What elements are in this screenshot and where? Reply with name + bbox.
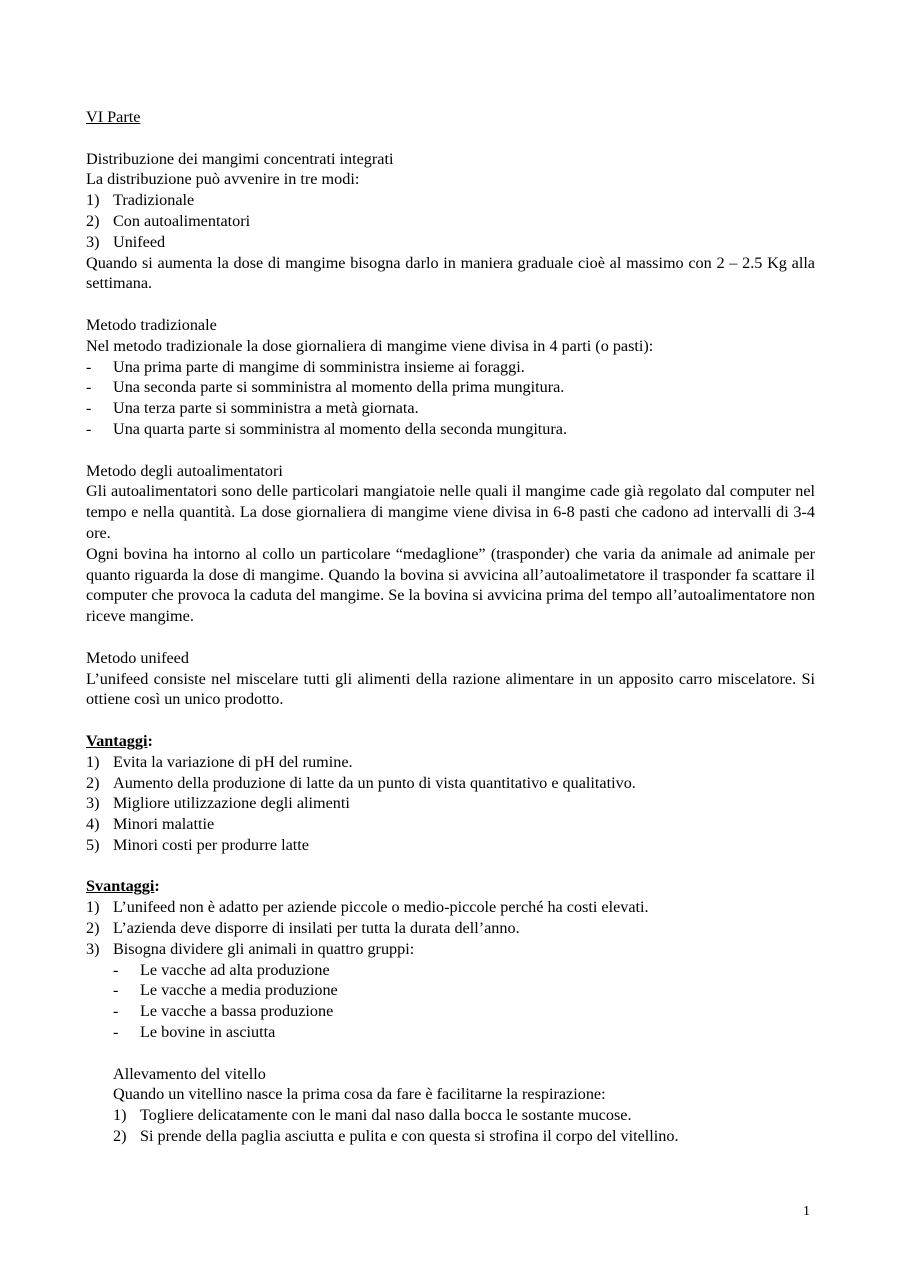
list-item: 1) Tradizionale xyxy=(86,191,195,210)
section-heading: Distribuzione dei mangimi concentrati integrati xyxy=(86,149,394,168)
paragraph: Gli autoalimentatori sono delle particolari mangiatoie nelle quali il mangime cade già regolato dal computer nel tempo e nella quantità. La dose giornaliera di mangime viene divisa in 6-8 pasti che cadono ad intervalli di 3-4 ore. xyxy=(86,482,815,542)
sub-list-item: - Le vacche a bassa produzione xyxy=(113,1002,334,1021)
paragraph: La distribuzione può avvenire in tre modi: xyxy=(86,170,360,189)
list-item: - Una prima parte di mangime di somministra insieme ai foraggi. xyxy=(86,357,525,376)
list-item: 2) Con autoalimentatori xyxy=(86,211,251,230)
list-item: - Una quarta parte si somministra al momento della seconda mungitura. xyxy=(86,419,568,438)
section-heading: Metodo tradizionale xyxy=(86,315,217,334)
paragraph: Nel metodo tradizionale la dose giornaliera di mangime viene divisa in 4 parti (o pasti): xyxy=(86,336,654,355)
page-content xyxy=(86,107,815,1147)
vantaggi-heading: Vantaggi: xyxy=(86,731,153,750)
list-item: 3) Unifeed xyxy=(86,232,166,251)
list-item: 1) Togliere delicatamente con le mani dal naso dalla bocca le sostante mucose. xyxy=(113,1106,632,1125)
numbered-list xyxy=(86,752,815,856)
section-heading: Allevamento del vitello xyxy=(113,1064,266,1083)
list-item: 4) Minori malattie xyxy=(86,815,215,834)
list-item: 2) Si prende della paglia asciutta e pulita e con questa si strofina il corpo del vitellino. xyxy=(113,1127,679,1146)
paragraph: L’unifeed consiste nel miscelare tutti gli alimenti della razione alimentare in un apposito carro miscelatore. Si ottiene così un unico prodotto. xyxy=(86,669,815,709)
part-title: VI Parte xyxy=(86,108,141,126)
list-item: - Una terza parte si somministra a metà giornata. xyxy=(86,399,419,418)
sub-bullet-list xyxy=(113,960,815,1043)
numbered-list xyxy=(113,1105,815,1147)
paragraph: Ogni bovina ha intorno al collo un particolare “medaglione” (trasponder) che varia da animale ad animale per quanto riguarda la dose di mangime. Quando la bovina si avvicina all’autoalimetatore il trasponder fa scattare il computer che provoca la caduta del mangime. Se la bovina si avvicina prima del tempo all’autoalimentatore non riceve mangime. xyxy=(86,544,815,626)
list-item: 2) Aumento della produzione di latte da un punto di vista quantitativo e qualitativo. xyxy=(86,773,636,792)
numbered-list xyxy=(86,897,815,1043)
list-item: 1) L’unifeed non è adatto per aziende piccole o medio-piccole perché ha costi elevati. xyxy=(86,898,649,917)
list-item: - Una seconda parte si somministra al momento della prima mungitura. xyxy=(86,378,565,397)
list-item: 3) Bisogna dividere gli animali in quattro gruppi: - Le vacche ad alta produzione - Le vacche a media produzione - Le vacche a bassa produzione - Le bovine in asciutta xyxy=(86,939,815,1043)
page-number: 1 xyxy=(803,1204,810,1219)
sub-list-item: - Le bovine in asciutta xyxy=(113,1023,276,1042)
paragraph: Quando un vitellino nasce la prima cosa da fare è facilitarne la respirazione: xyxy=(113,1085,606,1104)
section-heading: Metodo unifeed xyxy=(86,648,189,667)
bullet-list xyxy=(86,357,815,440)
numbered-list xyxy=(86,190,815,252)
paragraph: Quando si aumenta la dose di mangime bisogna darlo in maniera graduale cioè al massimo con 2 – 2.5 Kg alla settimana. xyxy=(86,253,815,293)
list-item: 2) L’azienda deve disporre di insilati per tutta la durata dell’anno. xyxy=(86,919,520,938)
list-item: 3) Migliore utilizzazione degli alimenti xyxy=(86,794,350,813)
sub-list-item: - Le vacche a media produzione xyxy=(113,981,338,1000)
section-heading: Metodo degli autoalimentatori xyxy=(86,461,283,480)
list-item: 5) Minori costi per produrre latte xyxy=(86,835,309,854)
list-item: 1) Evita la variazione di pH del rumine. xyxy=(86,752,353,771)
sub-list-item: - Le vacche ad alta produzione xyxy=(113,960,330,979)
svantaggi-heading: Svantaggi: xyxy=(86,877,160,896)
vitello-section xyxy=(113,1064,815,1147)
